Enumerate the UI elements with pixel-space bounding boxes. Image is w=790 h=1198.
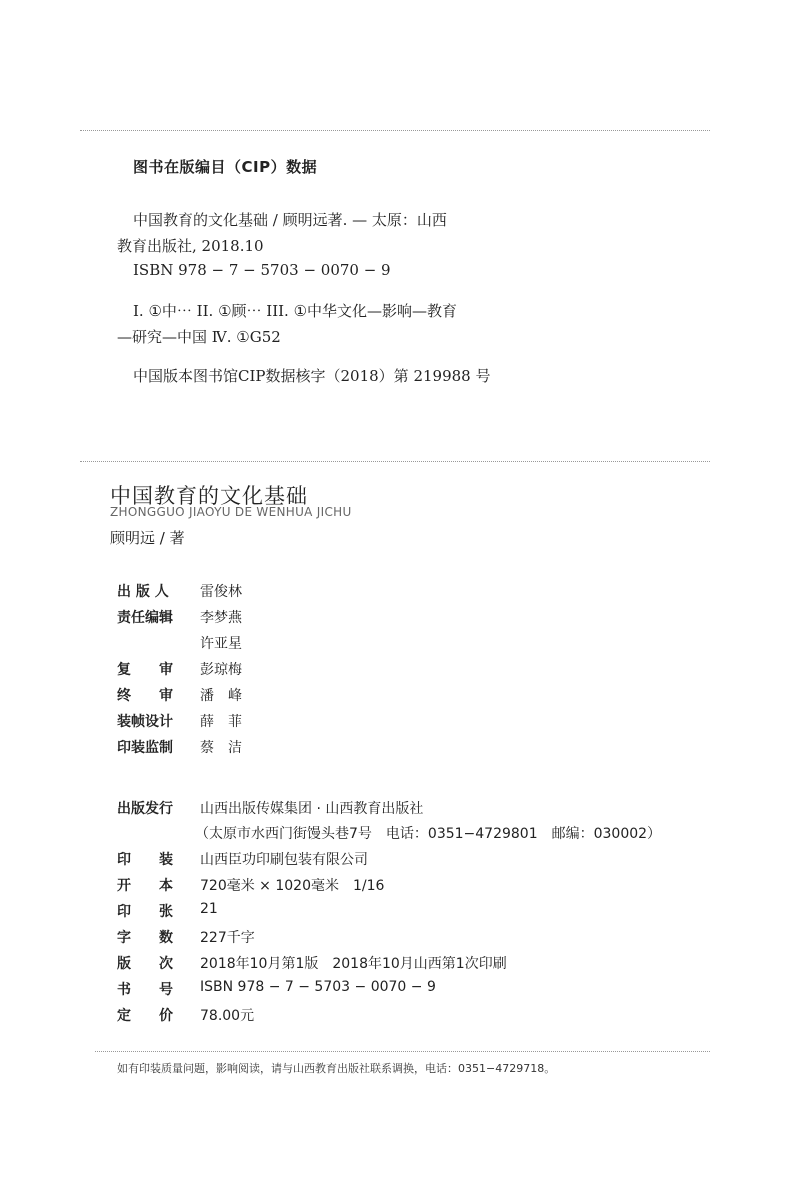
top-divider (80, 130, 710, 131)
quality-notice: 如有印装质量问题，影响阅读，请与山西教育出版社联系调换，电话：0351−4729718。 (117, 1062, 556, 1075)
pub-label-isbn: 书 号 (117, 982, 173, 998)
credit-label-design: 装帧设计 (117, 714, 173, 730)
cip-isbn: ISBN 978 − 7 − 5703 − 0070 − 9 (133, 261, 391, 279)
credit-value-editor: 李梦燕 (200, 610, 242, 626)
pub-label-price: 定 价 (117, 1008, 173, 1024)
credit-label-editor: 责任编辑 (117, 610, 173, 626)
credit-value-final-review: 潘 峰 (200, 688, 242, 704)
cip-entry-line2: 教育出版社, 2018.10 (117, 237, 264, 255)
pub-label-printing: 印 装 (117, 852, 173, 868)
book-title: 中国教育的文化基础 (110, 484, 308, 508)
book-title-pinyin: ZHONGGUO JIAOYU DE WENHUA JICHU (110, 505, 352, 519)
credit-value-printing-supervisor: 蔡 洁 (200, 740, 242, 756)
credit-value-editor-2: 许亚星 (200, 636, 242, 652)
pub-label-sheets: 印 张 (117, 904, 173, 920)
pub-value-price: 78.00元 (200, 1008, 255, 1024)
credit-label-review: 复 审 (117, 662, 173, 678)
pub-value-edition: 2018年10月第1版 2018年10月山西第1次印刷 (200, 956, 507, 972)
pub-value-address: （太原市水西门街馒头巷7号 电话：0351−4729801 邮编：030002） (195, 826, 662, 842)
cip-classification-line1: I. ①中⋯ II. ①顾⋯ III. ①中华文化—影响—教育 (133, 302, 458, 320)
credit-label-publisher: 出 版 人 (117, 584, 169, 600)
pub-value-publisher-distributor: 山西出版传媒集团 · 山西教育出版社 (200, 801, 424, 817)
pub-label-publisher-distributor: 出版发行 (117, 801, 173, 817)
cip-verification: 中国版本图书馆CIP数据核字（2018）第 219988 号 (133, 367, 491, 385)
pub-value-format: 720毫米 × 1020毫米 1/16 (200, 878, 385, 894)
pub-label-edition: 版 次 (117, 956, 173, 972)
pub-value-word-count: 227千字 (200, 930, 255, 946)
pub-value-sheets: 21 (200, 901, 218, 917)
cip-classification-line2: —研究—中国 Ⅳ. ①G52 (117, 328, 281, 346)
credit-value-review: 彭琼梅 (200, 662, 242, 678)
credit-label-final-review: 终 审 (117, 688, 173, 704)
pub-value-isbn: ISBN 978 − 7 − 5703 − 0070 − 9 (200, 979, 436, 995)
pub-value-printing: 山西臣功印刷包装有限公司 (200, 852, 368, 868)
cip-heading: 图书在版编目（CIP）数据 (133, 158, 318, 176)
credit-label-printing-supervisor: 印装监制 (117, 740, 173, 756)
pub-label-format: 开 本 (117, 878, 173, 894)
cip-entry-line1: 中国教育的文化基础 / 顾明远著. — 太原：山西 (133, 211, 447, 229)
book-author: 顾明远 / 著 (110, 529, 185, 547)
pub-label-word-count: 字 数 (117, 930, 173, 946)
bottom-divider (95, 1051, 710, 1052)
middle-divider (80, 461, 710, 462)
credit-value-design: 薛 菲 (200, 714, 242, 730)
credit-value-publisher: 雷俊林 (200, 584, 242, 600)
